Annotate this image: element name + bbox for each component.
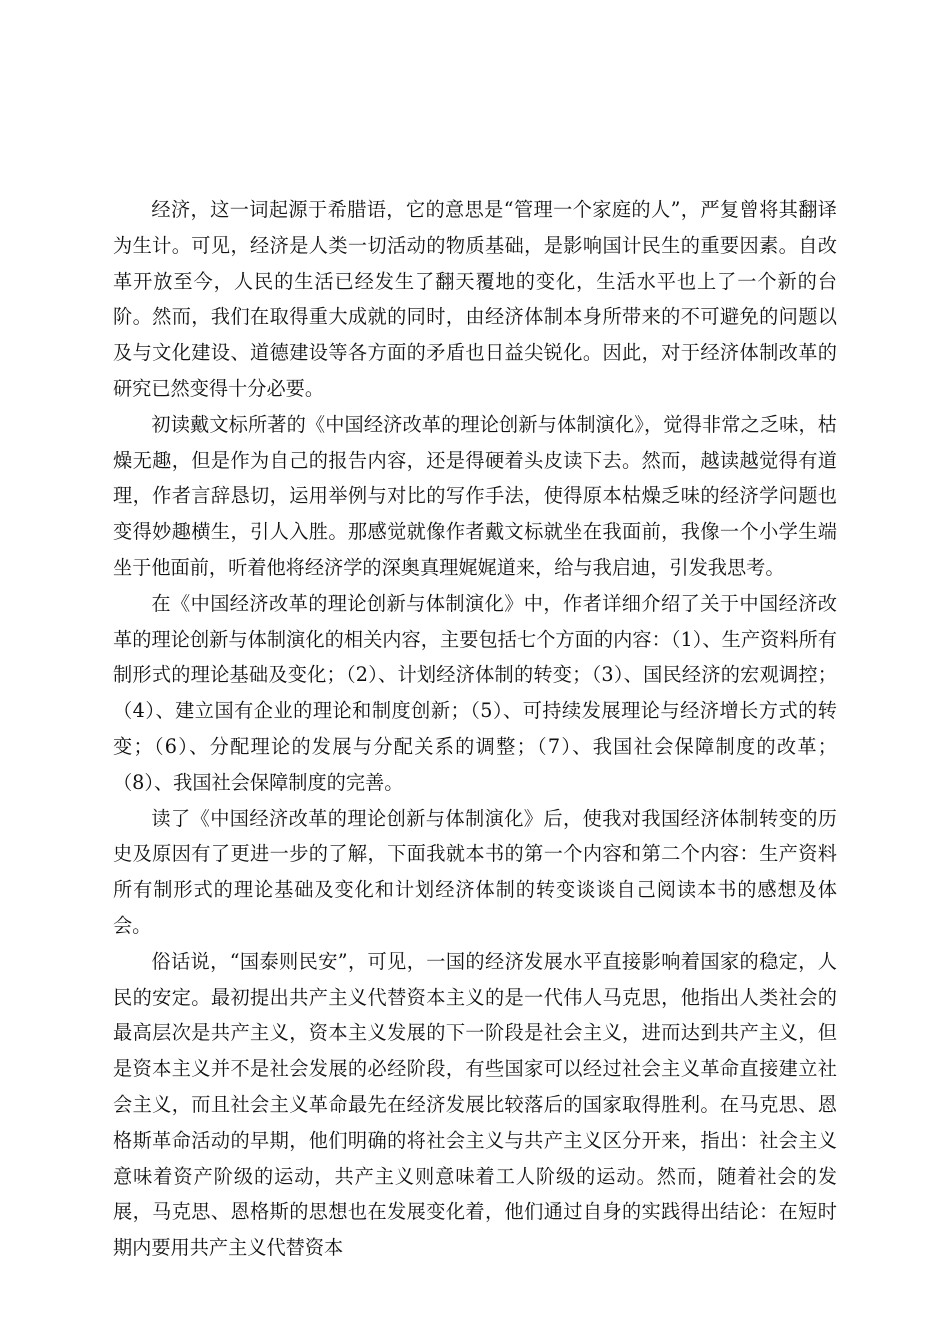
paragraph-economy-origin: 经济，这一词起源于希腊语，它的意思是“管理一个家庭的人”，严复曾将其翻译为生计。可见，经济是人类一切活动的物质基础，是影响国计民生的重要因素。自改革开放至今，人民的生活已经发生了翻天覆地的变化，生活水平也上了一个新的台阶。然而，我们在取得重大成就的同时，由经济体制本身所带来的不可避免的问题以及与文化建设、道德建设等各方面的矛盾也日益尖锐化。因此，对于经济体制改革的研究已然变得十分必要。 — [113, 198, 837, 400]
paragraph-first-reading: 初读戴文标所著的《中国经济改革的理论创新与体制演化》，觉得非常之乏味，枯燥无趣，但是作为自己的报告内容，还是得硬着头皮读下去。然而，越读越觉得有道理，作者言辞恳切，运用举例与对比的写作手法，使得原本枯燥乏味的经济学问题也变得妙趣横生，引人入胜。那感觉就像作者戴文标就坐在我面前，我像一个小学生端坐于他面前，听着他将经济学的深奥真理娓娓道来，给与我启迪，引发我思考。 — [113, 412, 837, 579]
document-body — [113, 192, 837, 1266]
paragraph-marxism-history: 俗话说，“国泰则民安”，可见，一国的经济发展水平直接影响着国家的稳定，人民的安定。最初提出共产主义代替资本主义的是一代伟人马克思，他指出人类社会的最高层次是共产主义，资本主义发展的下一阶段是社会主义，进而达到共产主义，但是资本主义并不是社会发展的必经阶段，有些国家可以经过社会主义革命直接建立社会主义，而且社会主义革命最先在经济发展比较落后的国家取得胜利。在马克思、恩格斯革命活动的早期，他们明确的将社会主义与共产主义区分开来，指出：社会主义意味着资产阶级的运动，共产主义则意味着工人阶级的运动。然而，随着社会的发展，马克思、恩格斯的思想也在发展变化着，他们通过自身的实践得出结论：在短时期内要用共产主义代替资本 — [113, 949, 837, 1260]
paragraph-reading-impressions: 读了《中国经济改革的理论创新与体制演化》后，使我对我国经济体制转变的历史及原因有了更进一步的了解，下面我就本书的第一个内容和第二个内容：生产资料所有制形式的理论基础及变化和计划经济体制的转变谈谈自己阅读本书的感想及体会。 — [113, 806, 837, 937]
paragraph-book-contents: 在《中国经济改革的理论创新与体制演化》中，作者详细介绍了关于中国经济改革的理论创新与体制演化的相关内容，主要包括七个方面的内容：（1）、生产资料所有制形式的理论基础及变化；（2）、计划经济体制的转变；（3）、国民经济的宏观调控；（4）、建立国有企业的理论和制度创新；（5）、可持续发展理论与经济增长方式的转变；（6）、分配理论的发展与分配关系的调整；（7）、我国社会保障制度的改革；（8）、我国社会保障制度的完善。 — [113, 591, 837, 794]
